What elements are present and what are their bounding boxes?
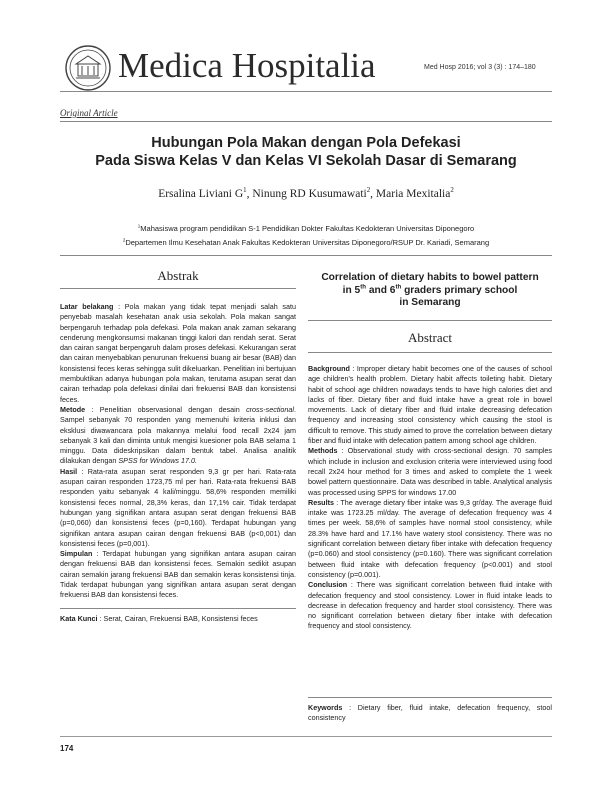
english-title: Correlation of dietary habits to bowel pattern in 5th and 6th graders primary school in Semarang (321, 272, 539, 309)
abstrak-body (60, 302, 296, 601)
abstract-paragraph: Background : Improper dietary habit becomes one of the causes of school age children's health problem. Dietary habit affects toileting habit. Dietary habit of school age children nowadays tends to have high calories diet and lacks of fiber. Dietary fiber and fluid intake have a great role in bowel movements. Lack of dietary fiber and fluid intake decreasing defecation frequency and increasing stool consistency which causing the stool is difficult to remove. This study aimed to prove the correlation between dietary fiber and fluid intake with defecation pattern among school age children. (308, 364, 552, 446)
kata-kunci: Kata Kunci : Serat, Cairan, Frekuensi BAB, Konsistensi feces (60, 614, 258, 623)
header-divider (60, 91, 552, 92)
footer-divider (60, 736, 552, 737)
author-affiliation-mark: 2 (366, 187, 371, 195)
title-line-2: Pada Siswa Kelas V dan Kelas VI Sekolah Dasar di Semarang (95, 153, 517, 169)
abstract-paragraph: Methods : Observational study with cross-sectional design. 70 samples which include in inclusion and exclusion criteria were interviewed using food recall 2x24 hour method for 3 times and asked to complete the 1 week bowel pattern questionnaire. Data was described in table. Analytical analysis was processed using SPPS for windows 17.00 (308, 446, 553, 497)
title-line-1: Hubungan Pola Makan dengan Pola Defekasi (151, 135, 461, 151)
abstract-paragraph: Conclusion : There was significant correlation between fluid intake with defecation frequency and stool consistency. Lower in fluid intake leads to decrease in defecation frequency and harder stool consistency. There was no significant correlation between dietary fiber intake with defecation frequency and stool consistency. (308, 580, 552, 631)
keywords: Keywords : Dietary fiber, fluid intake, defecation frequency, stool consistency (308, 703, 552, 723)
author-affiliation-mark: 1 (243, 187, 247, 195)
author-name: Ersalina Liviani G (158, 188, 244, 200)
author-list: Ersalina Liviani $G^1$, Ninung RD Kusumawati$^2$, Maria Mexitalia$^2$ (158, 187, 454, 200)
author-name: Ninung RD Kusumawati (252, 188, 367, 200)
citation: Med Hosp 2016; vol 3 (3) : 174–180 (424, 64, 536, 71)
affiliation-divider (60, 255, 552, 256)
keywords-divider (308, 697, 552, 698)
page-number: 174 (60, 744, 74, 753)
abstract-heading: Abstract (407, 330, 453, 345)
abstrak-paragraph: Metode : Penelitian observasional dengan desain cross-sectional. Sampel sebanyak 70 responden yang memenuhi kriteria inklusi dan eksklusi diwawancara pola makannya melalui food recall 2x24 jam sebanyak 3 kali dan diminta untuk mengisi kuesioner pola BAB selama 1 minggu. Data dideskripsikan dalam bentuk tabel. Analisa analitik dilakukan dengan SPSS for Windows 17.0. (60, 404, 296, 466)
abstrak-paragraph: Hasil : Rata-rata asupan serat responden 9,3 gr per hari. Rata-rata asupan cairan responden 1723,75 ml per hari. Rata-rata frekuensi BAB responden yaitu sebanyak 4 kali/minggu. 58,6% responden memiliki konsistensi feces normal, 28,3% keras, dan 17,1% cair. Tidak terdapat hubungan yang signifikan antara asupan serat dengan frekuensi BAB (p=0,060) dan konsistensi feces (p=0,160). Terdapat hubungan yang signifikan antara asupan cairan dengan frekuensi BAB (p<0,001) dan konsistensi feces (p=0,001). (60, 466, 297, 548)
abstract-body (308, 364, 552, 632)
affiliation: $^1$Mahasiswa program pendidikan S-1 Pendidikan Dokter Fakultas Kedokteran Universitas Diponegoro (137, 223, 475, 233)
article-title (60, 134, 552, 170)
keywords-divider (60, 608, 296, 609)
affiliation: $^2$Departemen Ilmu Kesehatan Anak Fakultas Kedokteran Universitas Diponegoro/RSUP Dr. Kariadi, Semarang (122, 237, 490, 247)
abstract-paragraph: Results : The average dietary fiber intake was 9,3 gr/day. The average fluid intake was 1723.25 ml/day. The average of defecation frequency was 4 times per week. 58,6% of samples have normal stool consistency, while 28.3% have hard and 17.1% have watery stool consistency. There was no significant correlation between dietary fiber intake with defecation frequency (p=0.060) and stool consistency (p=0.160). There was significant correlation between fluid intake with defecation frequency (p<0.001) and stool consistency (p=0.001). (308, 497, 552, 579)
abstrak-paragraph: Latar belakang : Pola makan yang tidak tepat menjadi salah satu penyebab masalah kesehatan anak usia sekolah. Pola makan sangat berpengaruh terhadap pola defekasi. Pola makan anak zaman sekarang cenderung mengkonsumsi makanan tinggi kalori dan rendah serat. Serat dan cairan sangat berpengaruh dalam proses defekasi. Kekurangan serat dan cairan menyebabkan penurunan frekuensi buang air besar (BAB) dan konsistensi feces keras sehingga sulit dikeluarkan. Penelitian ini bertujuan membuktikan adanya hubungan pola makan, terutama asupan serat dan cairan terhadap pola defekasi dinilai dari frekuensi BAB dan konsistensi feces. (60, 302, 297, 404)
abstrak-paragraph: Simpulan : Terdapat hubungan yang signifikan antara asupan cairan dengan frekuensi BAB dan konsistensi feces. Semakin sedikit asupan cairan semakin jarang frekuensi BAB dan semakin keras konsistensi tinja. Tidak terdapat hubungan yang signifikan antara asupan serat dengan frekuensi BAB dan konsistensi feces. (60, 549, 296, 600)
title-divider (60, 121, 552, 122)
abstrak-divider (60, 288, 296, 289)
author-affiliation-mark: 2 (450, 187, 454, 195)
english-title-divider (308, 320, 552, 321)
journal-name: Medica Hospitalia (118, 46, 376, 85)
article-type: Original Article (60, 108, 118, 118)
abstract-divider (308, 352, 552, 353)
abstrak-heading: Abstrak (157, 268, 199, 283)
journal-logo (64, 44, 112, 92)
author-name: Maria Mexitalia (375, 188, 451, 200)
